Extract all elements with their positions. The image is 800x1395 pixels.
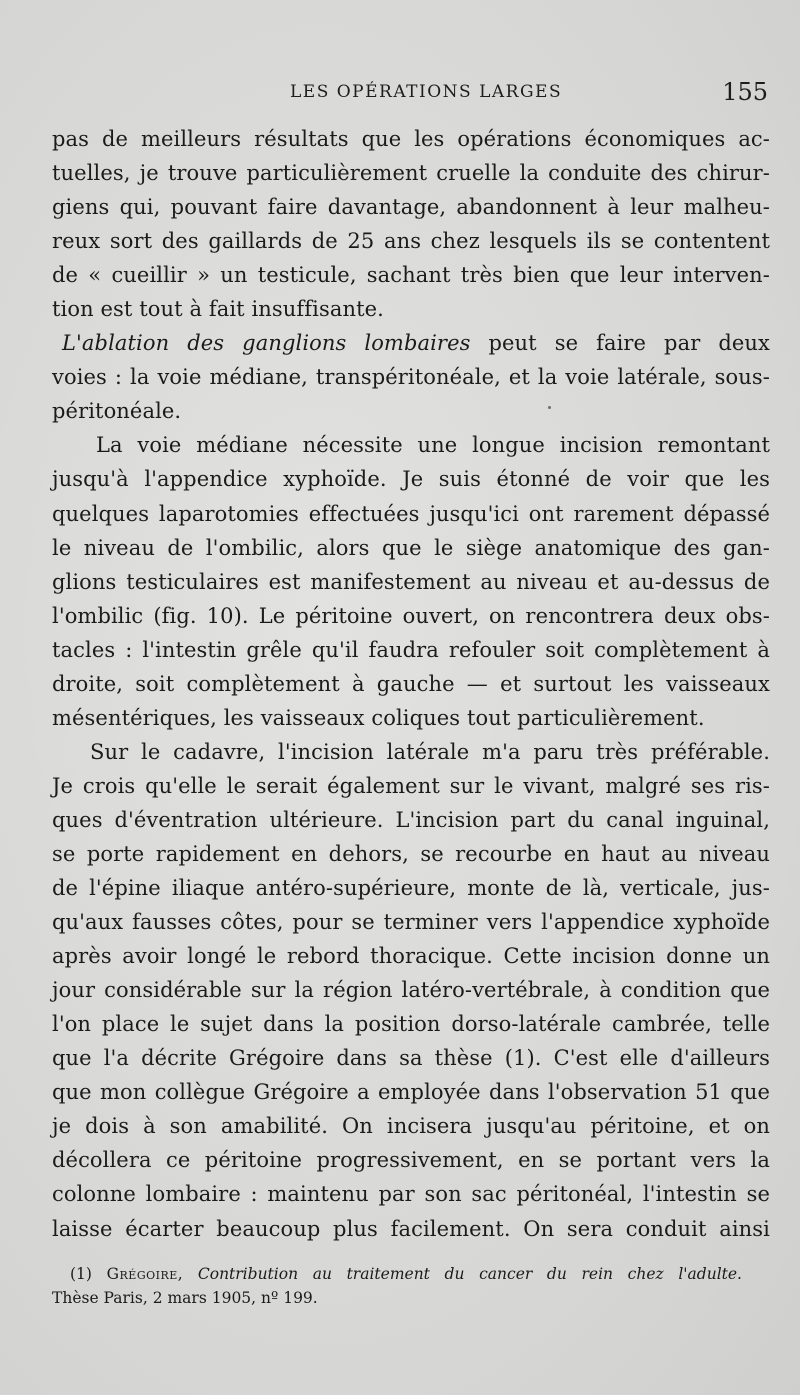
footnote-marker: (1) — [70, 1265, 92, 1283]
print-speck — [548, 406, 551, 409]
text-line: tuelles, je trouve particulièrement cruelle la conduite des chirur- — [52, 161, 770, 186]
text-line: qu'aux fausses côtes, pour se terminer vers l'appendice xyphoïde — [52, 910, 770, 935]
text-line: l'on place le sujet dans la position dorso-latérale cambrée, telle — [52, 1012, 770, 1037]
text-line: voies : la voie médiane, transpéritonéale, et la voie latérale, sous- — [52, 365, 770, 390]
text-line: glions testiculaires est manifestement au niveau et au-dessus de — [52, 569, 770, 594]
text-line-ablation — [52, 326, 770, 360]
italic-lead: L'ablation des ganglions lombaires — [62, 331, 471, 356]
text-line-rest: peut se faire par deux — [488, 331, 770, 356]
text-line: que l'a décrite Grégoire dans sa thèse (1). C'est elle d'ailleurs — [52, 1046, 770, 1071]
text-line: quelques laparotomies effectuées jusqu'ici ont rarement dépassé — [52, 501, 770, 526]
text-line: La voie médiane nécessite une longue incision remontant — [96, 433, 770, 458]
text-line: reux sort des gaillards de 25 ans chez lesquels ils se contentent — [52, 229, 770, 254]
text-line: tacles : l'intestin grêle qu'il faudra refouler soit complètement à — [52, 637, 770, 662]
text-line: Je crois qu'elle le serait également sur le vivant, malgré ses ris- — [52, 773, 770, 798]
footnote-line-2: Thèse Paris, 2 mars 1905, nº 199. — [52, 1289, 318, 1307]
text-line: après avoir longé le rebord thoracique. Cette incision donne un — [52, 944, 770, 969]
text-line: laisse écarter beaucoup plus facilement. On sera conduit ainsi — [52, 1216, 770, 1241]
text-line: se porte rapidement en dehors, se recourbe en haut au niveau — [52, 841, 770, 866]
text-line: giens qui, pouvant faire davantage, abandonnent à leur malheu- — [52, 195, 770, 220]
text-line: de « cueillir » un testicule, sachant très bien que leur interven- — [52, 263, 770, 288]
body-text — [52, 122, 770, 1246]
text-line: je dois à son amabilité. On incisera jusqu'au péritoine, et on — [52, 1114, 770, 1139]
text-line: tion est tout à fait insuffisante. — [52, 297, 384, 322]
text-line: jusqu'à l'appendice xyphoïde. Je suis étonné de voir que les — [52, 467, 770, 492]
text-line: décollera ce péritoine progressivement, en se portant vers la — [52, 1148, 770, 1173]
running-title: LES OPÉRATIONS LARGES — [290, 82, 563, 102]
footnote-line-1 — [52, 1262, 742, 1286]
footnote-author: Grégoire, — [106, 1265, 184, 1283]
text-line: mésentériques, les vaisseaux coliques tout particulièrement. — [52, 705, 705, 730]
text-line: péritonéale. — [52, 399, 182, 424]
text-line: droite, soit complètement à gauche — et surtout les vaisseaux — [52, 671, 770, 696]
text-line: pas de meilleurs résultats que les opérations économiques ac- — [52, 127, 770, 151]
page-number: 155 — [722, 78, 768, 106]
footnote-title: Contribution au traitement du cancer du rein chez l'adulte. — [197, 1265, 742, 1283]
text-line: jour considérable sur la région latéro-vertébrale, à condition que — [52, 978, 770, 1003]
text-line: Sur le cadavre, l'incision latérale m'a paru très préférable. — [90, 739, 770, 764]
text-line: l'ombilic (fig. 10). Le péritoine ouvert, on rencontrera deux obs- — [52, 603, 770, 628]
text-line: colonne lombaire : maintenu par son sac péritonéal, l'intestin se — [52, 1182, 770, 1207]
text-line: que mon collègue Grégoire a employée dans l'observation 51 que — [52, 1080, 770, 1105]
text-line: ques d'éventration ultérieure. L'incision part du canal inguinal, — [52, 807, 770, 832]
text-line: de l'épine iliaque antéro-supérieure, monte de là, verticale, jus- — [52, 876, 770, 901]
running-head — [60, 78, 770, 108]
footnote — [52, 1262, 742, 1310]
text-line: le niveau de l'ombilic, alors que le siège anatomique des gan- — [52, 535, 770, 560]
